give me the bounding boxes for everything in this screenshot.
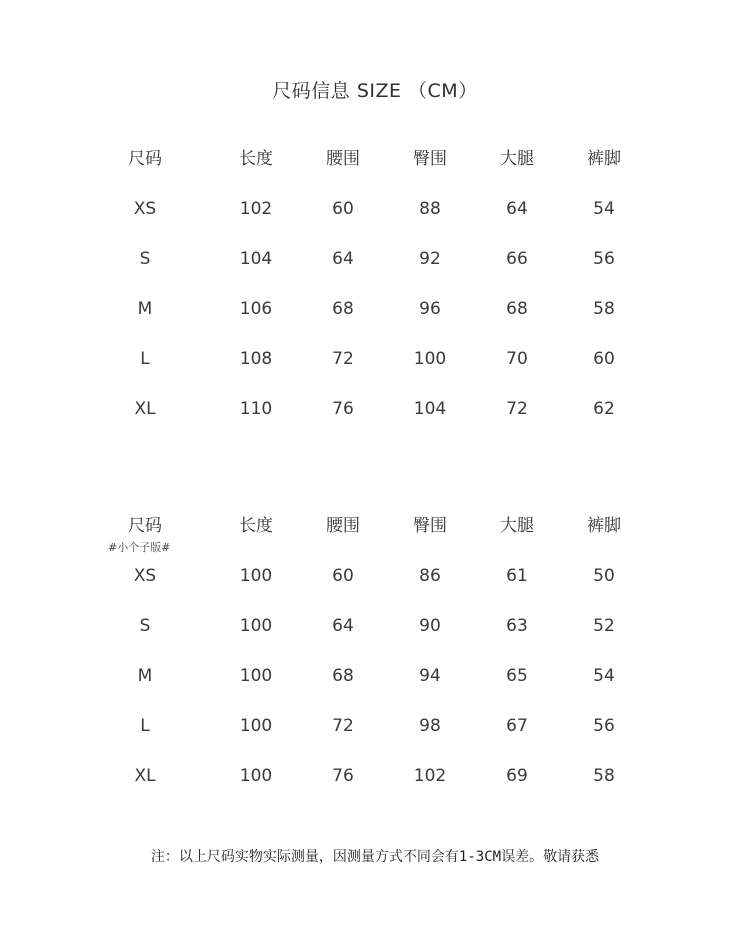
header-size: 尺码: [128, 149, 162, 169]
petite-version-note: #小个子版#: [108, 541, 171, 554]
thigh-cell: 64: [506, 199, 528, 219]
hip-cell: 104: [413, 399, 447, 419]
table-row: [0, 613, 750, 663]
header-waist: 腰围: [326, 516, 360, 536]
header-waist: 腰围: [326, 149, 360, 169]
measurement-footnote: 注：以上尺码实物实际测量，因测量方式不同会有1-3CM误差。敬请获悉: [150, 849, 600, 865]
size-cell: S: [139, 249, 151, 269]
waist-cell: 64: [332, 249, 354, 269]
waist-cell: 68: [332, 299, 354, 319]
thigh-cell: 68: [506, 299, 528, 319]
hem-cell: 50: [593, 566, 615, 586]
thigh-cell: 69: [506, 766, 528, 786]
length-cell: 104: [239, 249, 273, 269]
length-cell: 100: [239, 616, 273, 636]
size-cell: M: [137, 299, 153, 319]
header-hip: 臀围: [413, 516, 447, 536]
header-hem: 裤脚: [587, 149, 621, 169]
waist-cell: 60: [332, 199, 354, 219]
header-hem: 裤脚: [587, 516, 621, 536]
header-thigh: 大腿: [500, 516, 534, 536]
header-size: 尺码: [128, 516, 162, 536]
size-table-petite: [0, 513, 750, 813]
length-cell: 110: [239, 399, 273, 419]
thigh-cell: 65: [506, 666, 528, 686]
hem-cell: 58: [593, 299, 615, 319]
hip-cell: 94: [419, 666, 441, 686]
thigh-cell: 61: [506, 566, 528, 586]
table-row: [0, 713, 750, 763]
hem-cell: 56: [593, 249, 615, 269]
hem-cell: 54: [593, 666, 615, 686]
table-header-row: [0, 146, 750, 196]
table-header-row: [0, 513, 750, 563]
size-cell: M: [137, 666, 153, 686]
hem-cell: 58: [593, 766, 615, 786]
waist-cell: 72: [332, 716, 354, 736]
hem-cell: 62: [593, 399, 615, 419]
thigh-cell: 66: [506, 249, 528, 269]
hem-cell: 56: [593, 716, 615, 736]
page-title: 尺码信息 SIZE （CM）: [272, 80, 478, 102]
table-row: [0, 296, 750, 346]
size-cell: L: [140, 716, 150, 736]
hip-cell: 102: [413, 766, 447, 786]
header-thigh: 大腿: [500, 149, 534, 169]
thigh-cell: 67: [506, 716, 528, 736]
size-cell: L: [140, 349, 150, 369]
size-table-regular: [0, 146, 750, 446]
length-cell: 100: [239, 666, 273, 686]
hem-cell: 60: [593, 349, 615, 369]
size-cell: XS: [133, 566, 157, 586]
table-row: [0, 396, 750, 446]
length-cell: 100: [239, 766, 273, 786]
length-cell: 100: [239, 716, 273, 736]
size-cell: XS: [133, 199, 157, 219]
hip-cell: 92: [419, 249, 441, 269]
waist-cell: 64: [332, 616, 354, 636]
thigh-cell: 72: [506, 399, 528, 419]
length-cell: 106: [239, 299, 273, 319]
waist-cell: 76: [332, 399, 354, 419]
hip-cell: 98: [419, 716, 441, 736]
length-cell: 102: [239, 199, 273, 219]
header-length: 长度: [239, 149, 273, 169]
size-cell: XL: [134, 399, 156, 419]
hip-cell: 96: [419, 299, 441, 319]
hem-cell: 54: [593, 199, 615, 219]
thigh-cell: 63: [506, 616, 528, 636]
waist-cell: 72: [332, 349, 354, 369]
waist-cell: 60: [332, 566, 354, 586]
size-cell: S: [139, 616, 151, 636]
thigh-cell: 70: [506, 349, 528, 369]
header-length: 长度: [239, 516, 273, 536]
length-cell: 100: [239, 566, 273, 586]
length-cell: 108: [239, 349, 273, 369]
table-row: [0, 563, 750, 613]
hip-cell: 100: [413, 349, 447, 369]
table-row: [0, 763, 750, 813]
table-row: [0, 346, 750, 396]
hip-cell: 86: [419, 566, 441, 586]
table-row: [0, 196, 750, 246]
waist-cell: 76: [332, 766, 354, 786]
waist-cell: 68: [332, 666, 354, 686]
hip-cell: 88: [419, 199, 441, 219]
hem-cell: 52: [593, 616, 615, 636]
header-hip: 臀围: [413, 149, 447, 169]
table-row: [0, 246, 750, 296]
table-row: [0, 663, 750, 713]
size-cell: XL: [134, 766, 156, 786]
hip-cell: 90: [419, 616, 441, 636]
